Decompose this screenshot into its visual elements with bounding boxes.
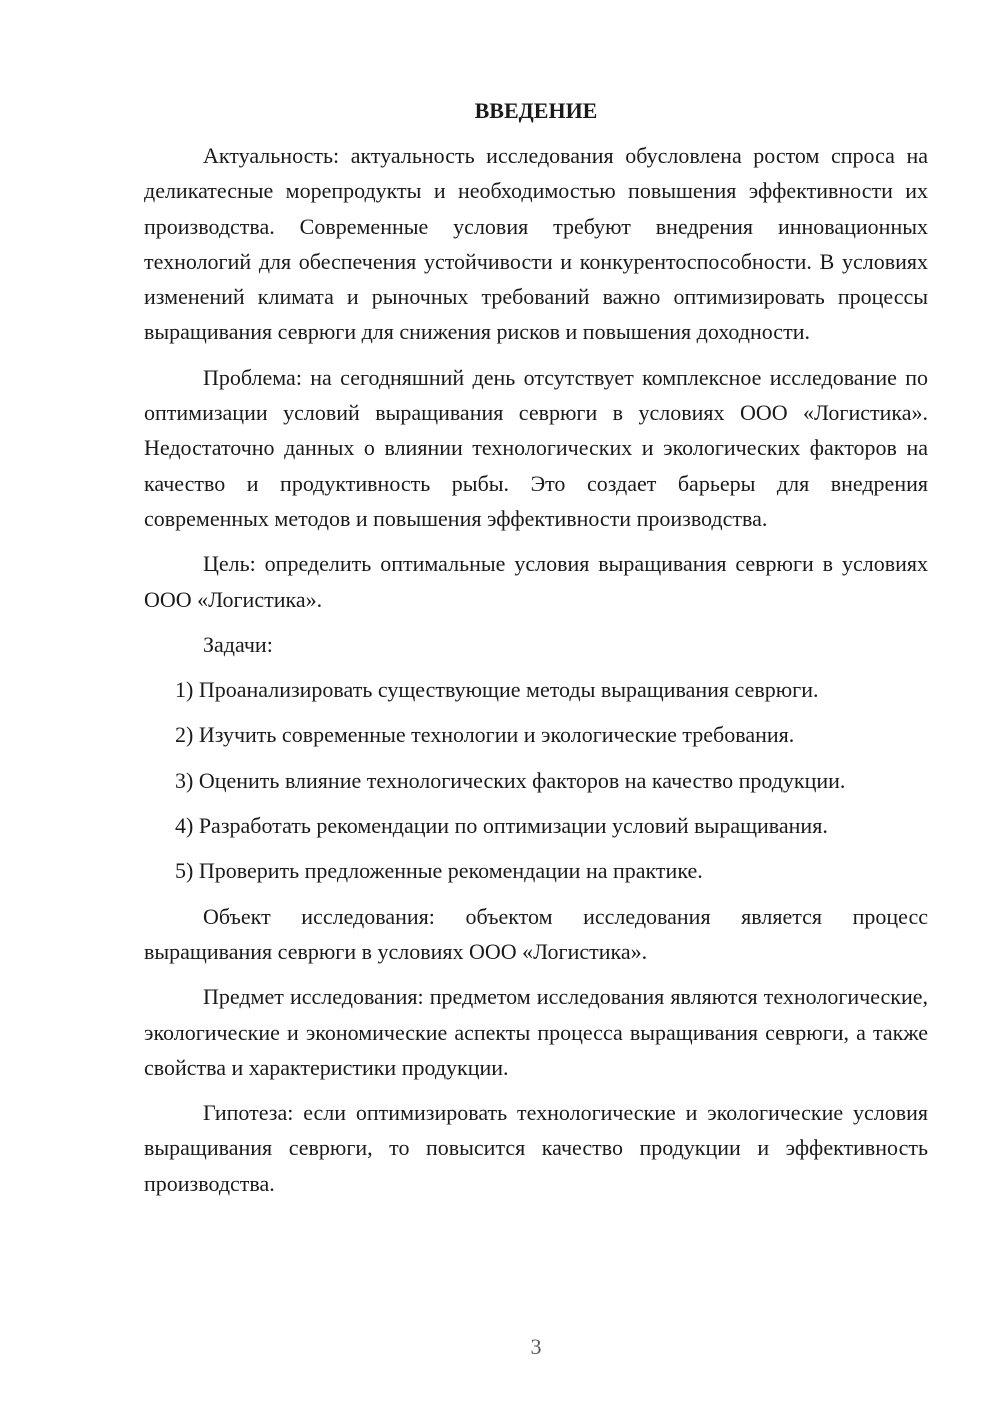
page-content [144,96,928,1211]
paragraph-object: Объект исследования: объектом исследования является процесс выращивания севрюги в условиях ООО «Логистика». [144,903,928,964]
task-item-5: 5) Проверить предложенные рекомендации на практике. [175,858,703,884]
task-item-3: 3) Оценить влияние технологических факторов на качество продукции. [175,767,846,793]
task-item-1: 1) Проанализировать существующие методы выращивания севрюги. [175,677,819,703]
task-item-4: 4) Разработать рекомендации по оптимизации условий выращивания. [175,813,828,839]
task-item-2: 2) Изучить современные технологии и экологические требования. [175,722,795,748]
page-title: ВВЕДЕНИЕ [474,98,598,123]
paragraph-goal: Цель: определить оптимальные условия выращивания севрюги в условиях ООО «Логистика». [144,551,928,612]
paragraph-problem: Проблема: на сегодняшний день отсутствует комплексное исследование по оптимизации условий выращивания севрюги в условиях ООО «Логистика». Недостаточно данных о влиянии технологических и экологических факторов на качество и продуктивность рыбы. Это создает барьеры для внедрения современных методов и повышения эффективности производства. [144,364,928,531]
paragraph-relevance: Актуальность: актуальность исследования обусловлена ростом спроса на деликатесные морепродукты и необходимостью повышения эффективности их производства. Современные условия требуют внедрения инновационных технологий для обеспечения устойчивости и конкурентоспособности. В условиях изменений климата и рыночных требований важно оптимизировать процессы выращивания севрюги для снижения рисков и повышения доходности. [144,143,928,345]
page-number: 3 [530,1334,542,1359]
paragraph-hypothesis: Гипотеза: если оптимизировать технологические и экологические условия выращивания севрюги, то повысится качество продукции и эффективность производства. [144,1100,928,1196]
paragraph-subject: Предмет исследования: предметом исследования являются технологические, экологические и экономические аспекты процесса выращивания севрюги, а также свойства и характеристики продукции. [144,984,928,1080]
tasks-heading: Задачи: [203,631,273,657]
